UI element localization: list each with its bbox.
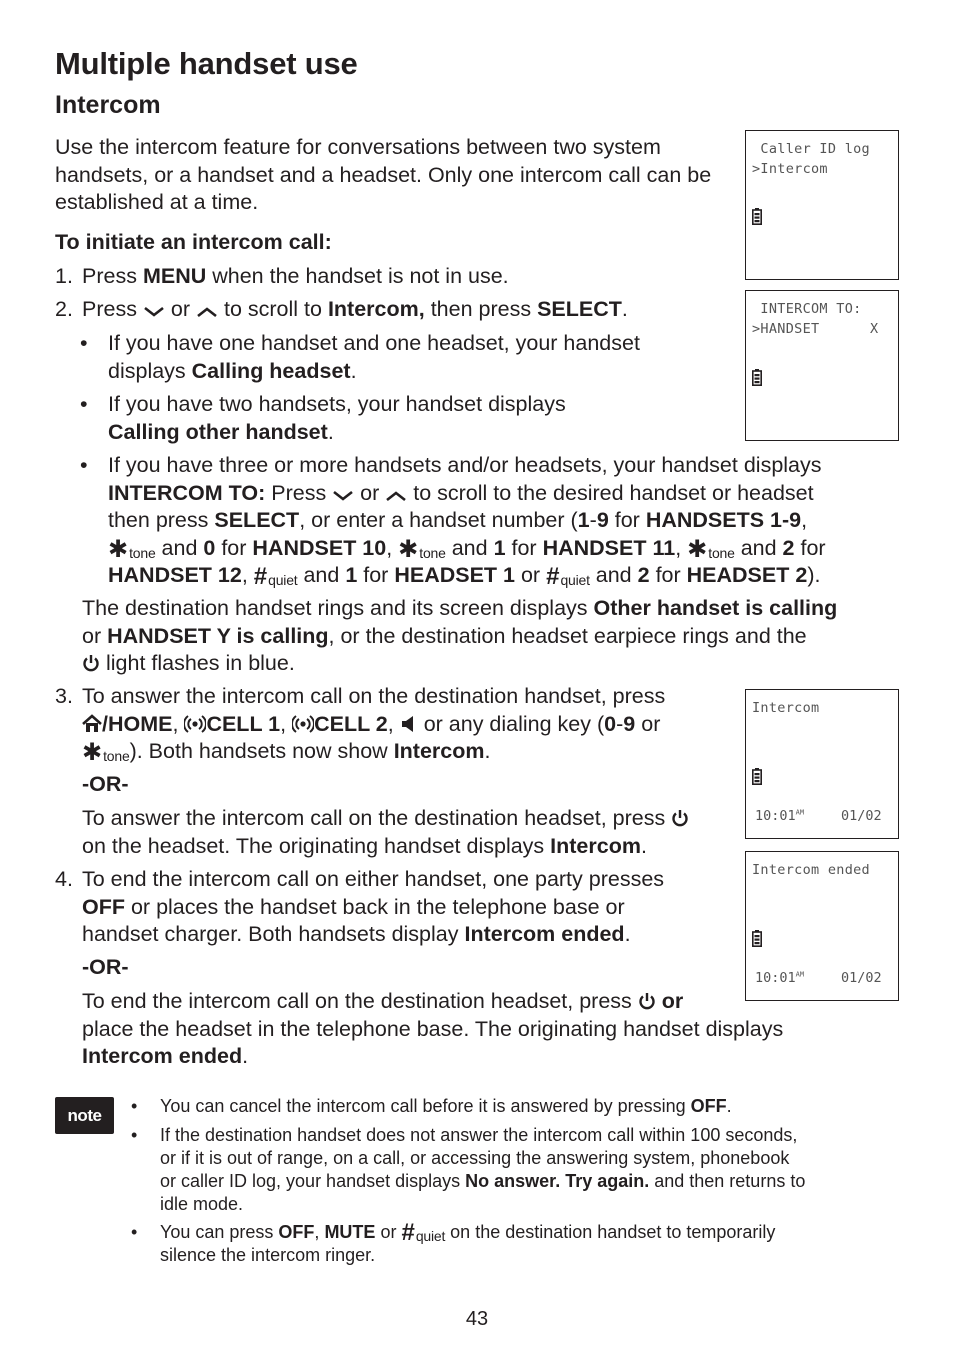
star-tone-key-icon: ✱ tone: [108, 535, 156, 563]
page-title: Multiple handset use: [55, 46, 358, 81]
home-icon: [82, 714, 102, 734]
lcd-line: >Intercom: [752, 161, 828, 177]
note-item-silence: You can press OFF, MUTE or # quiet on the destination handset to temporarily silence the intercom ringer.: [160, 1219, 776, 1265]
step-3-number: 3.: [55, 684, 73, 708]
bullet-dot: •: [131, 1125, 138, 1145]
chevron-down-icon: [143, 305, 165, 319]
bullet-dot: •: [131, 1096, 138, 1116]
step-4-number: 4.: [55, 867, 73, 891]
section-title: Intercom: [55, 91, 161, 119]
or-divider: -OR-: [82, 955, 129, 979]
step-4-text: To end the intercom call on either handset, one party presses OFF or places the handset back in the telephone base or handset charger. Both handsets display Intercom ended.: [82, 867, 665, 946]
battery-icon: [752, 768, 762, 785]
star-tone-key-icon: ✱ tone: [82, 739, 130, 766]
step-3-alt-text: To answer the intercom call on the destination headset, press on the headset. The originating handset displays Intercom.: [82, 805, 689, 860]
step-3-text: To answer the intercom call on the destination handset, press /HOME, CELL 1, CELL 2, or any dialing key (0-9 or ✱ tone ). Both handsets now show Intercom.: [82, 684, 666, 766]
lcd-screen-caller-id-log: [745, 130, 899, 280]
lcd-time: $10:01^{AM}$: [755, 808, 805, 824]
battery-icon: [752, 369, 762, 386]
lcd-screen-intercom-to: [745, 290, 899, 441]
lcd-date: 01/02: [841, 970, 882, 986]
power-icon: [82, 653, 100, 673]
intro-paragraph: Use the intercom feature for conversations between two system handsets, or a handset and a headset. Only one intercom call can be established at a time.: [55, 135, 712, 214]
star-tone-key-icon: ✱ tone: [398, 535, 446, 563]
step-2-text: Press or to scroll to Intercom, then press SELECT.: [82, 297, 628, 321]
step-4-alt-text: To end the intercom call on the destination headset, press or place the headset in the telephone base. The originating handset displays Intercom ended.: [82, 989, 784, 1068]
speaker-icon: [400, 714, 418, 734]
cell-1-icon: [184, 714, 206, 734]
lcd-time: $10:01^{AM}$: [755, 970, 805, 986]
star-tone-key-icon: ✱ tone: [687, 535, 735, 563]
lcd-line: INTERCOM TO:: [752, 301, 862, 317]
lcd-date: 01/02: [841, 808, 882, 824]
lcd-line: Intercom ended: [752, 862, 870, 878]
destination-paragraph: The destination handset rings and its screen displays Other handset is calling or HANDSET Y is calling, or the destination headset earpiece rings and the light flashes in blue.: [82, 596, 838, 675]
bullet-one-headset: If you have one handset and one headset, your handset displays Calling headset.: [108, 331, 640, 383]
note-badge: note: [55, 1097, 114, 1134]
lcd-line: Intercom: [752, 700, 820, 716]
chevron-up-icon: [385, 489, 407, 503]
procedure-heading: To initiate an intercom call:: [55, 230, 332, 254]
battery-icon: [752, 930, 762, 947]
bullet-dot: •: [80, 331, 88, 355]
bullet-two-handsets: If you have two handsets, your handset displays Calling other handset.: [108, 392, 566, 444]
chevron-up-icon: [196, 305, 218, 319]
bullet-dot: •: [131, 1222, 138, 1242]
chevron-down-icon: [332, 489, 354, 503]
lcd-screen-intercom: [745, 689, 899, 839]
power-icon: [671, 808, 689, 828]
step-1-text: Press MENU when the handset is not in use.: [82, 264, 509, 288]
step-2-number: 2.: [55, 297, 73, 321]
page-number: 43: [465, 1308, 489, 1330]
bullet-dot: •: [80, 392, 88, 416]
power-icon: [638, 991, 656, 1011]
or-divider: -OR-: [82, 772, 129, 796]
hash-quiet-key-icon: # quiet: [401, 1219, 446, 1246]
lcd-screen-intercom-ended: [745, 851, 899, 1001]
hash-quiet-key-icon: # quiet: [546, 563, 590, 590]
bullet-dot: •: [80, 453, 88, 477]
hash-quiet-key-icon: # quiet: [253, 563, 298, 590]
bullet-three-or-more: If you have three or more handsets and/or headsets, your handset displays INTERCOM TO: Press or to scroll to the desired handset or headset then press SELECT, or enter a handset number (1-9 for HANDSETS 1-9, ✱ tone and 0 for HANDSET 10, ✱ tone and 1 for HANDSET 11, ✱ tone and 2 for HANDSET 12, # quiet and 1 for HEADSET 1 or # quiet and 2 for HEADSET 2).: [108, 453, 826, 590]
note-item-cancel: You can cancel the intercom call before it is answered by pressing OFF.: [160, 1096, 732, 1116]
lcd-line: Caller ID log: [752, 141, 870, 157]
note-item-no-answer: If the destination handset does not answer the intercom call within 100 seconds, or if it is out of range, on a call, or accessing the answering system, phonebook or caller ID log, your handset displays No answer. Try again. and then returns to idle mode.: [160, 1125, 806, 1214]
cell-2-icon: [292, 714, 314, 734]
lcd-line: >HANDSET X: [752, 321, 879, 337]
battery-icon: [752, 208, 762, 225]
step-1-number: 1.: [55, 264, 73, 288]
